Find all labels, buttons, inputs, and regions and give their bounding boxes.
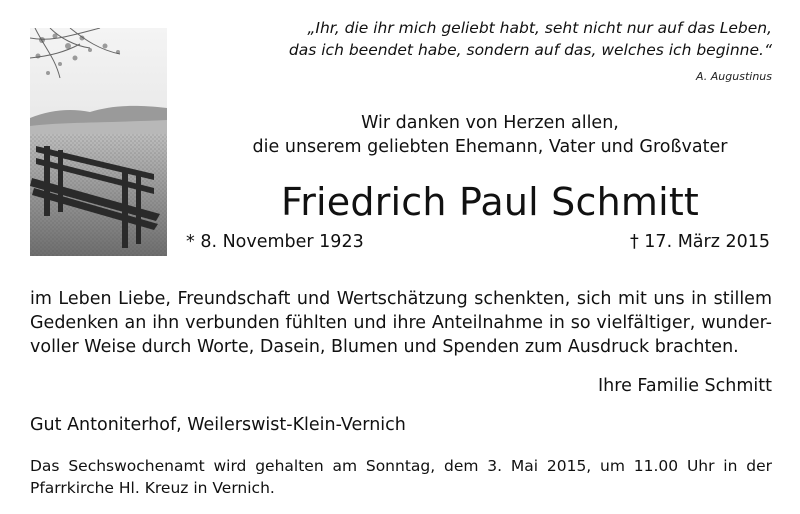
service-line-1: Das Sechswochenamt wird gehalten am Sonntag, dem 3. Mai 2015, um 11.00 Uhr in der (30, 457, 772, 475)
body-line-1: im Leben Liebe, Freundschaft und Wertschätzung schenkten, sich mit uns in stillem (30, 289, 772, 309)
body-line-3: voller Weise durch Worte, Dasein, Blumen und Spenden zum Ausdruck brachten. (30, 337, 739, 357)
thanks-heading (195, 111, 785, 159)
memorial-service-info (30, 455, 772, 499)
bench-landscape-photo (30, 28, 167, 256)
thanks-line-1: Wir danken von Herzen allen, (361, 113, 619, 133)
quote-line-2: das ich beendet habe, sondern auf das, welches ich beginne.“ (288, 41, 772, 59)
quote-line-1: „Ihr, die ihr mich geliebt habt, seht nicht nur auf das Leben, (307, 19, 772, 37)
residence-place: Gut Antoniterhof, Weilerswist-Klein-Vernich (30, 415, 406, 435)
quote-author: A. Augustinus (696, 70, 772, 83)
family-signature: Ihre Familie Schmitt (598, 376, 772, 396)
birth-date: * 8. November 1923 (186, 232, 364, 252)
memorial-quote (232, 17, 772, 61)
body-line-2: Gedenken an ihn verbunden fühlten und ihre Anteilnahme in so vielfältiger, wunder- (30, 313, 772, 333)
thanks-line-2: die unserem geliebten Ehemann, Vater und Großvater (252, 137, 728, 157)
service-line-2: Pfarrkirche Hl. Kreuz in Vernich. (30, 479, 275, 497)
death-date: † 17. März 2015 (629, 232, 770, 252)
thanks-body-text (30, 287, 772, 359)
deceased-name: Friedrich Paul Schmitt (280, 180, 700, 224)
